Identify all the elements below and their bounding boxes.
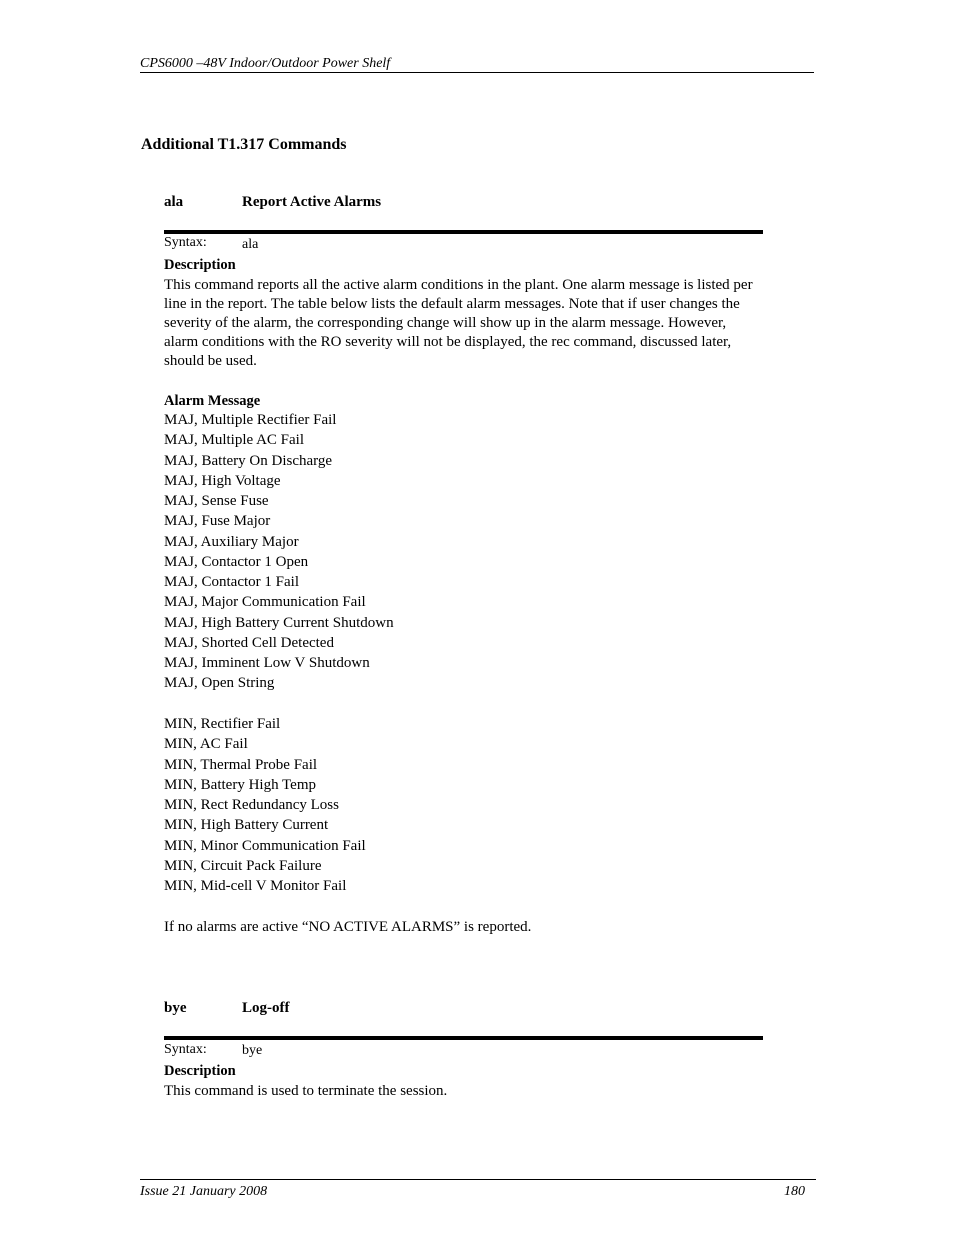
- list-item: MAJ, High Battery Current Shutdown: [164, 614, 394, 631]
- list-item: MAJ, Auxiliary Major: [164, 533, 299, 550]
- list-item: MIN, Mid-cell V Monitor Fail: [164, 878, 347, 894]
- syntax-value-bye: bye: [242, 1043, 263, 1058]
- minor-alarm-list: [164, 714, 366, 896]
- list-item: MIN, Thermal Probe Fail: [164, 756, 318, 773]
- list-item: MAJ, Contactor 1 Fail: [164, 574, 299, 590]
- header-rule: [140, 72, 814, 73]
- list-item: MAJ, Battery On Discharge: [164, 452, 333, 469]
- description-text-bye: This command is used to terminate the session.: [164, 1083, 448, 1099]
- list-item: MAJ, Major Communication Fail: [164, 594, 366, 611]
- command-title-ala: Report Active Alarms: [242, 194, 382, 210]
- footer-issue: Issue 21 January 2008: [140, 1184, 268, 1199]
- command-rule-ala: [164, 230, 763, 234]
- list-item: MIN, Rect Redundancy Loss: [164, 797, 339, 813]
- syntax-label-ala: Syntax:: [164, 235, 207, 250]
- list-item: MAJ, Multiple AC Fail: [164, 432, 305, 449]
- list-item: MAJ, Contactor 1 Open: [164, 553, 309, 570]
- list-item: MIN, Battery High Temp: [164, 776, 316, 793]
- command-rule-bye: [164, 1036, 763, 1040]
- list-item: MAJ, Shorted Cell Detected: [164, 634, 334, 651]
- list-item: MAJ, Fuse Major: [164, 513, 271, 530]
- no-alarm-note: If no alarms are active “NO ACTIVE ALARMS” is reported.: [164, 919, 532, 935]
- list-item: MIN, Minor Communication Fail: [164, 837, 366, 854]
- syntax-value-ala: ala: [242, 237, 259, 252]
- description-heading-ala: Description: [164, 257, 236, 273]
- list-item: MAJ, Multiple Rectifier Fail: [164, 412, 337, 428]
- major-alarm-list: [164, 410, 394, 694]
- list-item: MIN, AC Fail: [164, 736, 248, 753]
- command-name-ala: ala: [164, 194, 184, 210]
- page-number: 180: [784, 1184, 805, 1199]
- section-title: Additional T1.317 Commands: [141, 136, 347, 153]
- list-item: MAJ, Sense Fuse: [164, 493, 269, 509]
- running-header-title: CPS6000 –48V Indoor/Outdoor Power Shelf: [140, 56, 391, 71]
- alarm-message-heading: Alarm Message: [164, 393, 261, 409]
- list-item: MIN, High Battery Current: [164, 817, 329, 834]
- command-name-bye: bye: [164, 1000, 187, 1016]
- list-item: MIN, Rectifier Fail: [164, 716, 281, 732]
- syntax-label-bye: Syntax:: [164, 1042, 207, 1057]
- list-item: MAJ, Open String: [164, 675, 275, 692]
- command-title-bye: Log-off: [242, 1000, 290, 1016]
- description-text-ala: This command reports all the active alarm conditions in the plant. One alarm message is listed per line in the report. The table below lists the default alarm messages. Note that if user changes the severity of the alarm, the corresponding change will show up in the alarm message. However, alarm conditions with the RO severity will not be displayed, the rec command, discussed later, should be used.: [164, 277, 753, 369]
- footer-rule: [140, 1179, 816, 1180]
- description-heading-bye: Description: [164, 1063, 236, 1079]
- list-item: MAJ, Imminent Low V Shutdown: [164, 655, 370, 671]
- list-item: MIN, Circuit Pack Failure: [164, 857, 322, 874]
- list-item: MAJ, High Voltage: [164, 472, 281, 489]
